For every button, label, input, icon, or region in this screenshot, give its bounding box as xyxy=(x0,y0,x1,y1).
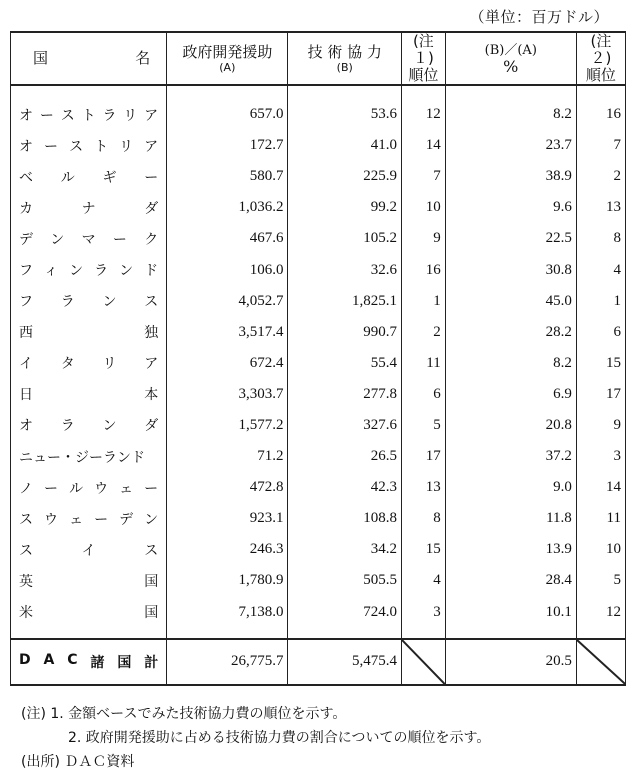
ratio-value: 28.2 xyxy=(445,317,576,348)
country-name-char: ラ xyxy=(60,294,75,311)
table-row xyxy=(11,99,626,130)
country-name-char: リ xyxy=(119,138,134,155)
rank2-value: 7 xyxy=(576,130,625,161)
table-row xyxy=(11,317,626,348)
country-name xyxy=(11,534,167,565)
country-name-char: カ xyxy=(19,200,33,217)
country-name-char: デ xyxy=(119,511,134,528)
total-tc: 5,475.4 xyxy=(288,639,402,685)
country-name-char: ウ xyxy=(94,480,109,497)
rank2-value: 6 xyxy=(576,317,625,348)
ratio-value: 22.5 xyxy=(445,223,576,254)
country-name-char: ー xyxy=(144,169,159,186)
rank2-value: 1 xyxy=(576,286,625,317)
header-rank1 xyxy=(402,32,446,85)
country-name-char: オ xyxy=(19,138,33,155)
rank2-value: 15 xyxy=(576,348,625,379)
country-name-char: 米 xyxy=(19,605,33,621)
total-name-char: C xyxy=(67,651,78,668)
header-oda-sub: (A) xyxy=(219,60,236,74)
country-name-char: フ xyxy=(19,294,33,311)
country-name xyxy=(11,254,167,285)
country-name-char: ン xyxy=(69,263,84,280)
rank2-value: 12 xyxy=(576,597,625,639)
oda-value: 657.0 xyxy=(167,99,288,130)
country-name xyxy=(11,441,167,472)
spacer-row xyxy=(11,85,626,99)
rank1-value: 4 xyxy=(402,565,446,596)
country-name xyxy=(11,597,167,639)
country-name-char: 本 xyxy=(144,387,159,404)
table-row xyxy=(11,379,626,410)
country-name-char: ト xyxy=(81,107,96,124)
rank1-value: 2 xyxy=(402,317,446,348)
oda-value: 4,052.7 xyxy=(167,286,288,317)
country-name-char: ラ xyxy=(60,418,75,435)
table-row xyxy=(11,192,626,223)
rank1-value: 14 xyxy=(402,130,446,161)
country-name-char: 西 xyxy=(19,325,33,342)
ratio-value: 6.9 xyxy=(445,379,576,410)
country-name-char: ダ xyxy=(144,200,159,217)
rank1-value: 3 xyxy=(402,597,446,639)
footnote-2: 2. 政府開発援助に占める技術協力費の割合についての順位を示す。 xyxy=(68,730,491,746)
country-name xyxy=(11,565,167,596)
tc-value: 505.5 xyxy=(288,565,402,596)
rank2-value: 3 xyxy=(576,441,625,472)
rank1-value: 9 xyxy=(402,223,446,254)
country-name-char: ル xyxy=(60,169,75,186)
header-ratio-bottom: % xyxy=(503,57,519,76)
total-oda: 26,775.7 xyxy=(167,639,288,685)
table-row xyxy=(11,472,626,503)
header-tc-sub: (B) xyxy=(336,60,353,74)
source-note: (出所) ＤＡＣ資料 xyxy=(21,754,135,770)
total-row xyxy=(11,639,626,685)
total-rank2-empty xyxy=(576,639,625,685)
tc-value: 99.2 xyxy=(288,192,402,223)
rank1-value: 11 xyxy=(402,348,446,379)
table-row xyxy=(11,254,626,285)
rank1-value: 7 xyxy=(402,161,446,192)
oda-value: 1,780.9 xyxy=(167,565,288,596)
country-name-char: ン xyxy=(144,511,159,528)
ratio-value: 13.9 xyxy=(445,534,576,565)
country-name xyxy=(11,223,167,254)
header-country xyxy=(11,32,167,85)
total-rank1-empty xyxy=(402,639,446,685)
country-name-char: デ xyxy=(19,231,33,248)
rank2-value: 14 xyxy=(576,472,625,503)
header-ratio xyxy=(445,32,576,85)
header-rank1-bottom: 順位 xyxy=(408,66,439,84)
rank2-value: 11 xyxy=(576,503,625,534)
total-name-char: A xyxy=(43,651,55,668)
country-name xyxy=(11,503,167,534)
tc-value: 42.3 xyxy=(288,472,402,503)
country-name-char: ス xyxy=(19,542,33,559)
table-row xyxy=(11,597,626,639)
table-row xyxy=(11,161,626,192)
rank1-value: 8 xyxy=(402,503,446,534)
rank1-value: 5 xyxy=(402,410,446,441)
oda-value: 467.6 xyxy=(167,223,288,254)
rank2-value: 8 xyxy=(576,223,625,254)
country-name-char: フ xyxy=(19,263,33,280)
country-name-char: ダ xyxy=(144,418,159,435)
country-name-char: 国 xyxy=(144,573,159,590)
rank1-value: 10 xyxy=(402,192,446,223)
oda-value: 246.3 xyxy=(167,534,288,565)
country-name-char: 国 xyxy=(144,605,159,621)
header-rank2-bottom: 順位 xyxy=(585,66,616,84)
tc-value: 724.0 xyxy=(288,597,402,639)
tc-value: 327.6 xyxy=(288,410,402,441)
country-name-char: リ xyxy=(123,107,138,124)
rank1-value: 1 xyxy=(402,286,446,317)
rank2-value: 13 xyxy=(576,192,625,223)
tc-value: 105.2 xyxy=(288,223,402,254)
rank1-value: 15 xyxy=(402,534,446,565)
rank1-value: 13 xyxy=(402,472,446,503)
total-name-char: 国 xyxy=(117,654,132,671)
ratio-value: 9.0 xyxy=(445,472,576,503)
country-name-char: ン xyxy=(50,231,65,248)
country-name-char: ウ xyxy=(44,511,59,528)
ratio-value: 37.2 xyxy=(445,441,576,472)
oda-table xyxy=(10,31,626,686)
country-name-char: ー xyxy=(112,231,127,248)
rank2-value: 10 xyxy=(576,534,625,565)
header-rank2-top: (注２) xyxy=(590,32,612,67)
country-name-char: ト xyxy=(94,138,109,155)
country-name-char: マ xyxy=(81,231,96,248)
tc-value: 990.7 xyxy=(288,317,402,348)
ratio-value: 20.8 xyxy=(445,410,576,441)
rank2-value: 5 xyxy=(576,565,625,596)
ratio-value: 8.2 xyxy=(445,348,576,379)
ratio-value: 10.1 xyxy=(445,597,576,639)
country-name-char: リ xyxy=(102,356,117,373)
rank2-value: 17 xyxy=(576,379,625,410)
header-ratio-top: (B)／(A) xyxy=(484,43,537,58)
oda-value: 7,138.0 xyxy=(167,597,288,639)
country-name-char: ス xyxy=(144,542,159,559)
oda-value: 106.0 xyxy=(167,254,288,285)
tc-value: 41.0 xyxy=(288,130,402,161)
rank1-value: 12 xyxy=(402,99,446,130)
country-name-char: ー xyxy=(44,138,59,155)
ratio-value: 28.4 xyxy=(445,565,576,596)
country-name-char: ェ xyxy=(119,480,134,497)
tc-value: 225.9 xyxy=(288,161,402,192)
tc-value: 1,825.1 xyxy=(288,286,402,317)
header-country-left: 国 xyxy=(33,49,49,67)
rank2-value: 9 xyxy=(576,410,625,441)
country-name-char: オ xyxy=(19,107,33,124)
oda-value: 71.2 xyxy=(167,441,288,472)
oda-value: 3,517.4 xyxy=(167,317,288,348)
country-name-char: ン xyxy=(119,263,134,280)
table-row xyxy=(11,410,626,441)
header-oda-label: 政府開発援助 xyxy=(182,42,273,61)
unit-label: （単位：百万ドル） xyxy=(469,8,609,26)
ratio-value: 23.7 xyxy=(445,130,576,161)
country-name-char: ィ xyxy=(44,263,59,280)
ratio-value: 9.6 xyxy=(445,192,576,223)
rank1-value: 6 xyxy=(402,379,446,410)
country-name-char: ス xyxy=(19,511,33,528)
tc-value: 55.4 xyxy=(288,348,402,379)
rank2-value: 16 xyxy=(576,99,625,130)
tc-value: 34.2 xyxy=(288,534,402,565)
rank1-value: 17 xyxy=(402,441,446,472)
rank2-value: 4 xyxy=(576,254,625,285)
header-oda xyxy=(167,32,288,85)
ratio-value: 45.0 xyxy=(445,286,576,317)
country-name-char: イ xyxy=(81,542,96,559)
country-name-char: ギ xyxy=(102,169,117,186)
table-row xyxy=(11,503,626,534)
country-name-char: ク xyxy=(144,231,159,248)
table-row xyxy=(11,534,626,565)
table-row xyxy=(11,223,626,254)
country-name-char: ル xyxy=(69,480,84,497)
country-name xyxy=(11,379,167,410)
tc-value: 108.8 xyxy=(288,503,402,534)
ratio-value: 11.8 xyxy=(445,503,576,534)
country-name-char: ア xyxy=(144,356,159,373)
total-name xyxy=(11,639,167,685)
country-name-char: ア xyxy=(144,138,159,155)
ratio-value: 38.9 xyxy=(445,161,576,192)
country-name-char: ス xyxy=(144,294,159,311)
header-rank2 xyxy=(576,32,625,85)
table-row xyxy=(11,130,626,161)
oda-value: 172.7 xyxy=(167,130,288,161)
country-name xyxy=(11,472,167,503)
country-name xyxy=(11,130,167,161)
country-name-char: 日 xyxy=(19,387,33,404)
country-name-char: タ xyxy=(60,356,75,373)
country-name-char: ー xyxy=(94,511,109,528)
ratio-value: 8.2 xyxy=(445,99,576,130)
country-name-char: 独 xyxy=(144,325,159,342)
country-name-char: ノ xyxy=(19,480,33,497)
tc-value: 53.6 xyxy=(288,99,402,130)
country-name-char: オ xyxy=(19,418,33,435)
tc-value: 26.5 xyxy=(288,441,402,472)
country-name-char: ラ xyxy=(94,263,109,280)
table-row xyxy=(11,286,626,317)
country-name-char: ア xyxy=(144,107,159,124)
country-name xyxy=(11,286,167,317)
footnotes xyxy=(21,702,490,774)
total-ratio: 20.5 xyxy=(445,639,576,685)
country-name-char: ナ xyxy=(81,200,96,217)
country-name xyxy=(11,410,167,441)
country-name xyxy=(11,99,167,130)
country-name-char: ェ xyxy=(69,511,84,528)
oda-value: 1,036.2 xyxy=(167,192,288,223)
rank2-value: 2 xyxy=(576,161,625,192)
table-body xyxy=(11,85,626,639)
country-name xyxy=(11,317,167,348)
country-name-char: ス xyxy=(69,138,84,155)
country-name-char: ラ xyxy=(102,107,117,124)
country-name-char: ー xyxy=(44,480,59,497)
country-name-char: イ xyxy=(19,356,33,373)
table-row xyxy=(11,348,626,379)
header-tc xyxy=(288,32,402,85)
header-tc-label: 技 術 協 力 xyxy=(307,42,382,61)
country-name-char: ド xyxy=(144,263,159,280)
tc-value: 32.6 xyxy=(288,254,402,285)
total-name-char: 計 xyxy=(144,654,159,671)
country-name-char: ニュー・ジーランド xyxy=(19,449,145,466)
country-name-char: ン xyxy=(102,418,117,435)
country-name-char: ー xyxy=(144,480,159,497)
country-name-char: ン xyxy=(102,294,117,311)
table-row xyxy=(11,565,626,596)
total-name-char: 諸 xyxy=(90,654,105,671)
oda-value: 1,577.2 xyxy=(167,410,288,441)
table-row xyxy=(11,441,626,472)
ratio-value: 30.8 xyxy=(445,254,576,285)
oda-value: 472.8 xyxy=(167,472,288,503)
header-rank1-top: (注１) xyxy=(412,32,434,67)
footnote-1: (注) 1. 金額ベースでみた技術協力費の順位を示す。 xyxy=(21,706,347,722)
country-name xyxy=(11,192,167,223)
oda-value: 580.7 xyxy=(167,161,288,192)
country-name xyxy=(11,348,167,379)
total-name-char: D xyxy=(19,651,31,668)
oda-value: 923.1 xyxy=(167,503,288,534)
country-name-char: ベ xyxy=(19,169,33,186)
country-name-char: 英 xyxy=(19,573,33,590)
country-name xyxy=(11,161,167,192)
country-name-char: ス xyxy=(60,107,75,124)
header-country-right: 名 xyxy=(135,49,151,67)
rank1-value: 16 xyxy=(402,254,446,285)
header-row xyxy=(11,32,626,85)
oda-value: 672.4 xyxy=(167,348,288,379)
country-name-char: ー xyxy=(39,107,54,124)
tc-value: 277.8 xyxy=(288,379,402,410)
oda-value: 3,303.7 xyxy=(167,379,288,410)
